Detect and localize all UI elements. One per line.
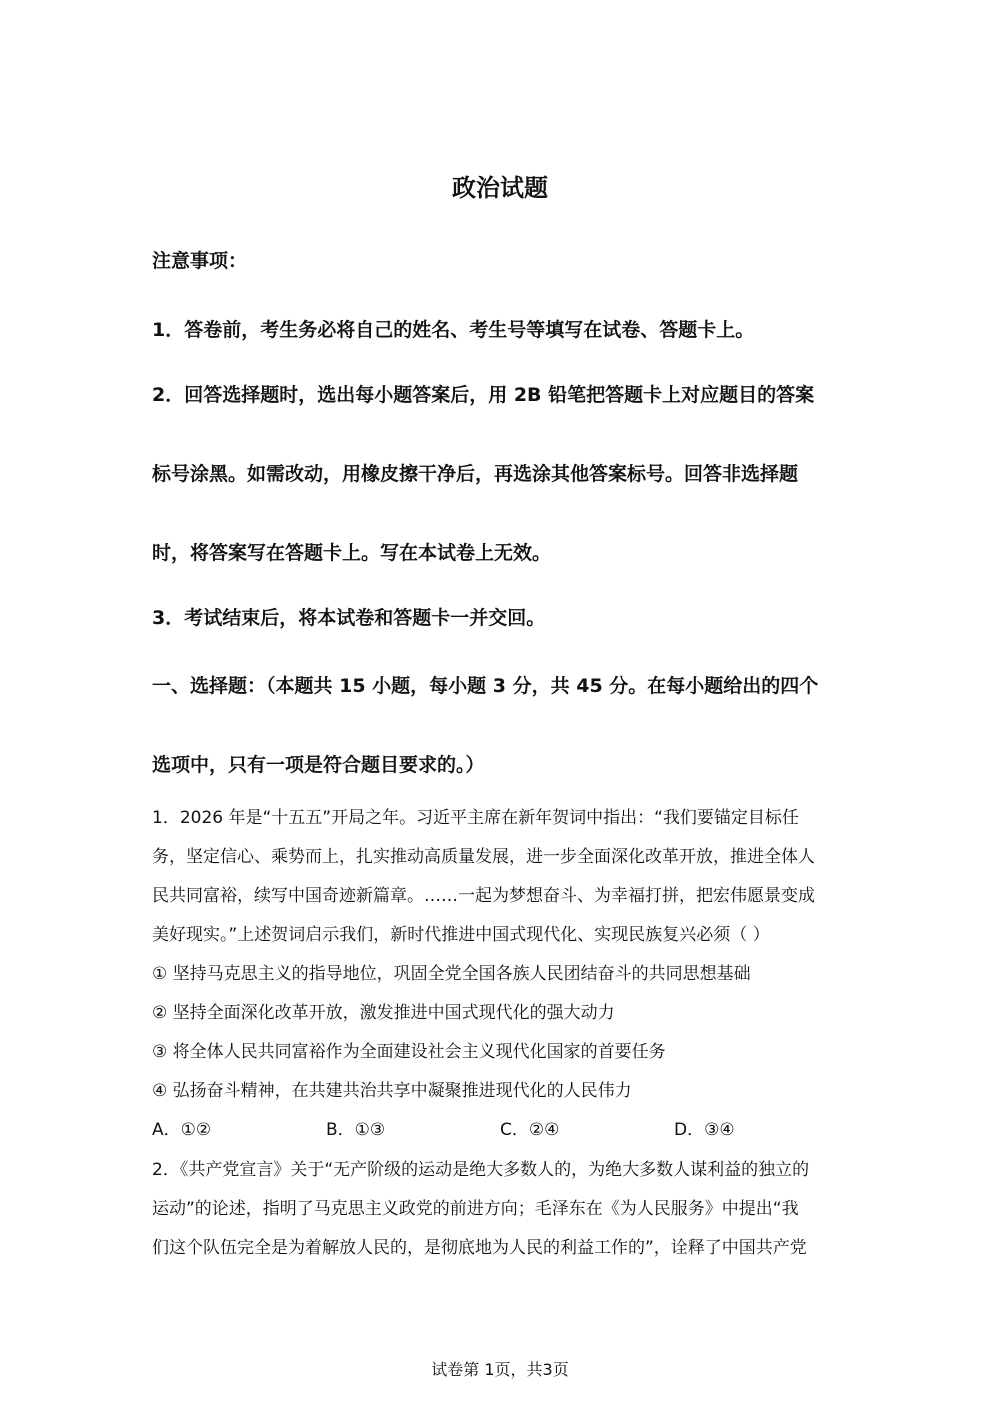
option-c: C．②④ (500, 1120, 560, 1140)
question-1-line-2: 务，坚定信心、乘势而上，扎实推动高质量发展，进一步全面深化改革开放，推进全体人 (152, 847, 815, 867)
section-heading-line-1: 一、选择题：（本题共 15 小题，每小题 3 分，共 45 分。在每小题给出的四个 (152, 675, 819, 697)
question-1-statement-2: ② 坚持全面深化改革开放，激发推进中国式现代化的强大动力 (152, 1003, 615, 1023)
question-1-statement-3: ③ 将全体人民共同富裕作为全面建设社会主义现代化国家的首要任务 (152, 1042, 666, 1062)
page-footer: 试卷第 1页，共3页 (431, 1360, 569, 1379)
notice-item-1: 1．答卷前，考生务必将自己的姓名、考生号等填写在试卷、答题卡上。 (152, 319, 755, 341)
notice-item-2-line-1: 2．回答选择题时，选出每小题答案后，用 2B 铅笔把答题卡上对应题目的答案 (152, 384, 815, 406)
question-1-statement-4: ④ 弘扬奋斗精神，在共建共治共享中凝聚推进现代化的人民伟力 (152, 1081, 632, 1101)
question-1-line-3: 民共同富裕，续写中国奇迹新篇章。……一起为梦想奋斗、为幸福打拼，把宏伟愿景变成 (152, 886, 815, 906)
notice-item-2-line-2: 标号涂黑。如需改动，用橡皮擦干净后，再选涂其他答案标号。回答非选择题 (152, 463, 799, 485)
question-1-line-4: 美好现实。”上述贺词启示我们，新时代推进中国式现代化、实现民族复兴必须（ ） (152, 925, 770, 945)
option-d: D．③④ (674, 1120, 735, 1140)
notice-heading: 注意事项： (152, 250, 248, 272)
question-1-statement-1: ① 坚持马克思主义的指导地位，巩固全党全国各族人民团结奋斗的共同思想基础 (152, 964, 751, 984)
page-title: 政治试题 (452, 174, 548, 202)
notice-item-3: 3．考试结束后，将本试卷和答题卡一并交回。 (152, 607, 546, 629)
question-1-line-1: 1．2026 年是“十五五”开局之年。习近平主席在新年贺词中指出：“我们要锚定目标任 (152, 808, 799, 828)
question-2-line-2: 运动”的论述，指明了马克思主义政党的前进方向；毛泽东在《为人民服务》中提出“我 (152, 1199, 799, 1219)
section-heading-line-2: 选项中，只有一项是符合题目要求的。） (152, 754, 485, 776)
option-b: B．①③ (326, 1120, 386, 1140)
notice-item-2-line-3: 时，将答案写在答题卡上。写在本试卷上无效。 (152, 542, 552, 564)
option-a: A．①② (152, 1120, 212, 1140)
question-2-line-3: 们这个队伍完全是为着解放人民的，是彻底地为人民的利益工作的”，诠释了中国共产党 (152, 1238, 807, 1258)
question-2-line-1: 2．《共产党宣言》关于“无产阶级的运动是绝大多数人的，为绝大多数人谋利益的独立的 (152, 1160, 810, 1180)
